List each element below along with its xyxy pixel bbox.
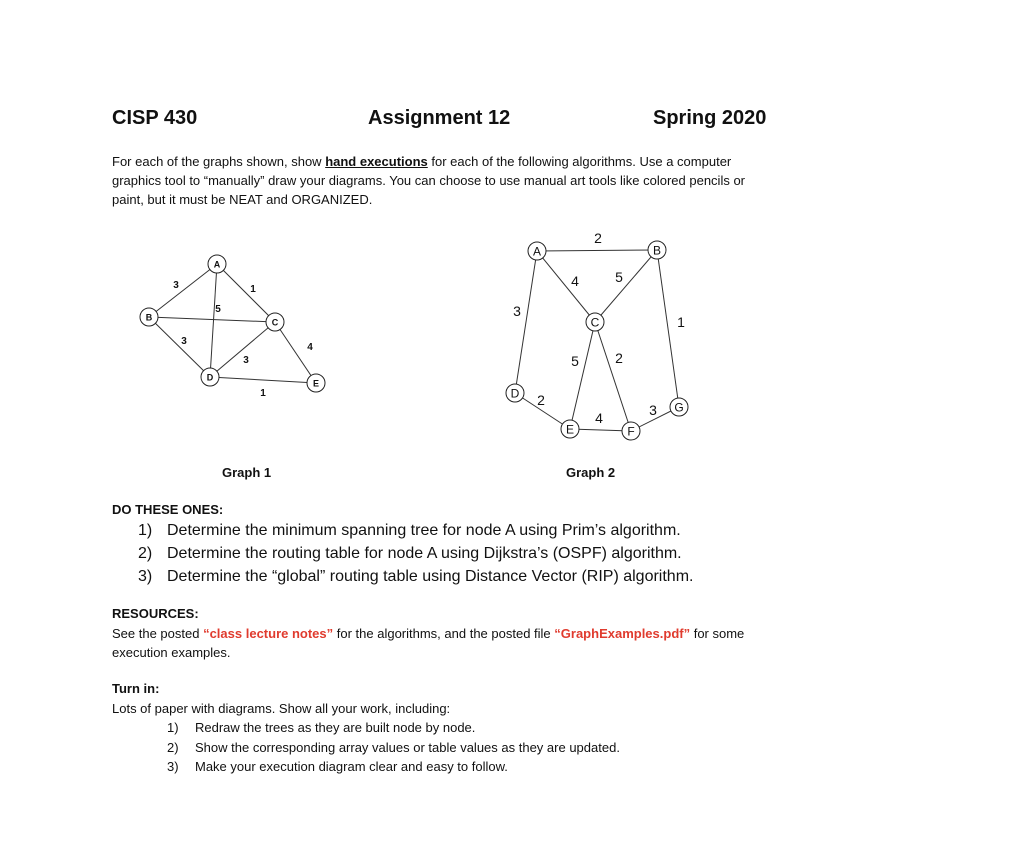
list-item-number: 3) [138, 568, 153, 585]
g1-node-label-E: E [312, 378, 320, 389]
g2-edge-A-C [537, 251, 595, 322]
resources-text-3: for some execution examples. [112, 626, 745, 660]
g1-node-label-B: B [145, 312, 153, 323]
g1-node-label-C: C [271, 317, 279, 328]
intro-after: for each of the following algorithms. Use a computer graphics tool to “manually” draw your diagrams. You can choose to use manual art tools like colored pencils or paint, but it must be NEAT and ORGANIZED. [112, 154, 746, 207]
g2-weight-B-C: 5 [615, 269, 623, 285]
graph-2-caption: Graph 2 [566, 465, 616, 480]
g2-weight-A-B: 2 [594, 230, 602, 246]
lecture-notes-link[interactable]: “class lecture notes” [203, 626, 334, 641]
assignment-title: Assignment 12 [368, 107, 511, 129]
turn-in-list [167, 718, 620, 777]
g2-node-label-F: F [627, 424, 635, 439]
g2-node-label-B: B [652, 243, 662, 258]
g1-edge-B-C [149, 317, 275, 322]
list-item [138, 542, 693, 565]
list-item [167, 718, 620, 738]
g1-edge-C-D [210, 322, 275, 377]
g2-node-label-G: G [674, 400, 684, 415]
g2-node-label-A: A [532, 244, 542, 259]
g1-weight-B-D: 3 [181, 336, 187, 347]
g2-weight-D-E: 2 [537, 392, 545, 408]
list-item-text: Redraw the trees as they are built node by node. [195, 720, 476, 735]
intro-before: For each of the graphs shown, show [112, 154, 326, 169]
g2-weight-F-G: 3 [649, 402, 657, 418]
g1-weight-A-D: 5 [215, 304, 221, 315]
do-these-heading: DO THESE ONES: [112, 502, 224, 517]
list-item [138, 565, 693, 588]
list-item-number: 1) [167, 720, 179, 735]
list-item-number: 3) [167, 759, 179, 774]
list-item-text: Determine the “global” routing table using Distance Vector (RIP) algorithm. [167, 568, 694, 585]
list-item [167, 738, 620, 758]
g2-edge-B-C [595, 250, 657, 322]
resources-heading: RESOURCES: [112, 606, 199, 621]
do-these-list [138, 519, 693, 588]
g2-weight-A-C: 4 [571, 273, 579, 289]
list-item-number: 2) [138, 545, 153, 562]
g1-weight-C-D: 3 [243, 355, 249, 366]
graph-2-diagram [495, 225, 705, 445]
g2-edge-A-D [515, 251, 537, 393]
resources-paragraph [112, 624, 772, 662]
g2-weight-C-F: 2 [615, 350, 623, 366]
g2-node-label-D: D [510, 386, 520, 401]
g1-edge-B-D [149, 317, 210, 377]
intro-emphasis: hand executions [325, 154, 428, 169]
list-item-text: Determine the routing table for node A using Dijkstra’s (OSPF) algorithm. [167, 545, 682, 562]
g1-node-label-D: D [206, 372, 214, 383]
g2-edge-A-B [537, 250, 657, 251]
g2-edge-C-E [570, 322, 595, 429]
term-title: Spring 2020 [653, 107, 767, 129]
g1-edge-A-B [149, 264, 217, 317]
intro-paragraph [112, 152, 762, 209]
g2-edge-B-G [657, 250, 679, 407]
course-title: CISP 430 [112, 107, 198, 129]
g2-node-label-E: E [565, 422, 575, 437]
g1-weight-D-E: 1 [260, 388, 266, 399]
g1-edge-A-C [217, 264, 275, 322]
graph-1-caption: Graph 1 [222, 465, 272, 480]
list-item-text: Show the corresponding array values or table values as they are updated. [195, 739, 620, 755]
g2-weight-B-G: 1 [677, 314, 685, 330]
list-item-text: Make your execution diagram clear and easy to follow. [195, 759, 508, 774]
g2-weight-A-D: 3 [513, 303, 521, 319]
resources-text-1: See the posted [112, 626, 204, 641]
g1-weight-C-E: 4 [307, 342, 313, 353]
g1-edge-D-E [210, 377, 316, 383]
g1-node-label-A: A [213, 259, 221, 270]
list-item [167, 757, 620, 777]
g1-edge-A-D [210, 264, 217, 377]
graph-1-diagram [120, 240, 350, 410]
turn-in-heading: Turn in: [112, 681, 160, 696]
list-item-text: Determine the minimum spanning tree for node A using Prim’s algorithm. [167, 522, 681, 539]
graph-examples-link[interactable]: “GraphExamples.pdf” [554, 626, 691, 641]
g2-weight-E-F: 4 [595, 410, 603, 426]
resources-text-2: for the algorithms, and the posted file [333, 626, 555, 641]
g2-weight-C-E: 5 [571, 353, 579, 369]
list-item-number: 2) [167, 739, 179, 755]
g2-node-label-C: C [590, 315, 600, 330]
list-item [138, 519, 693, 542]
turn-in-intro: Lots of paper with diagrams. Show all your work, including: [112, 701, 451, 716]
g1-weight-A-B: 3 [173, 280, 179, 291]
list-item-number: 1) [138, 522, 153, 539]
g1-weight-A-C: 1 [250, 284, 256, 295]
